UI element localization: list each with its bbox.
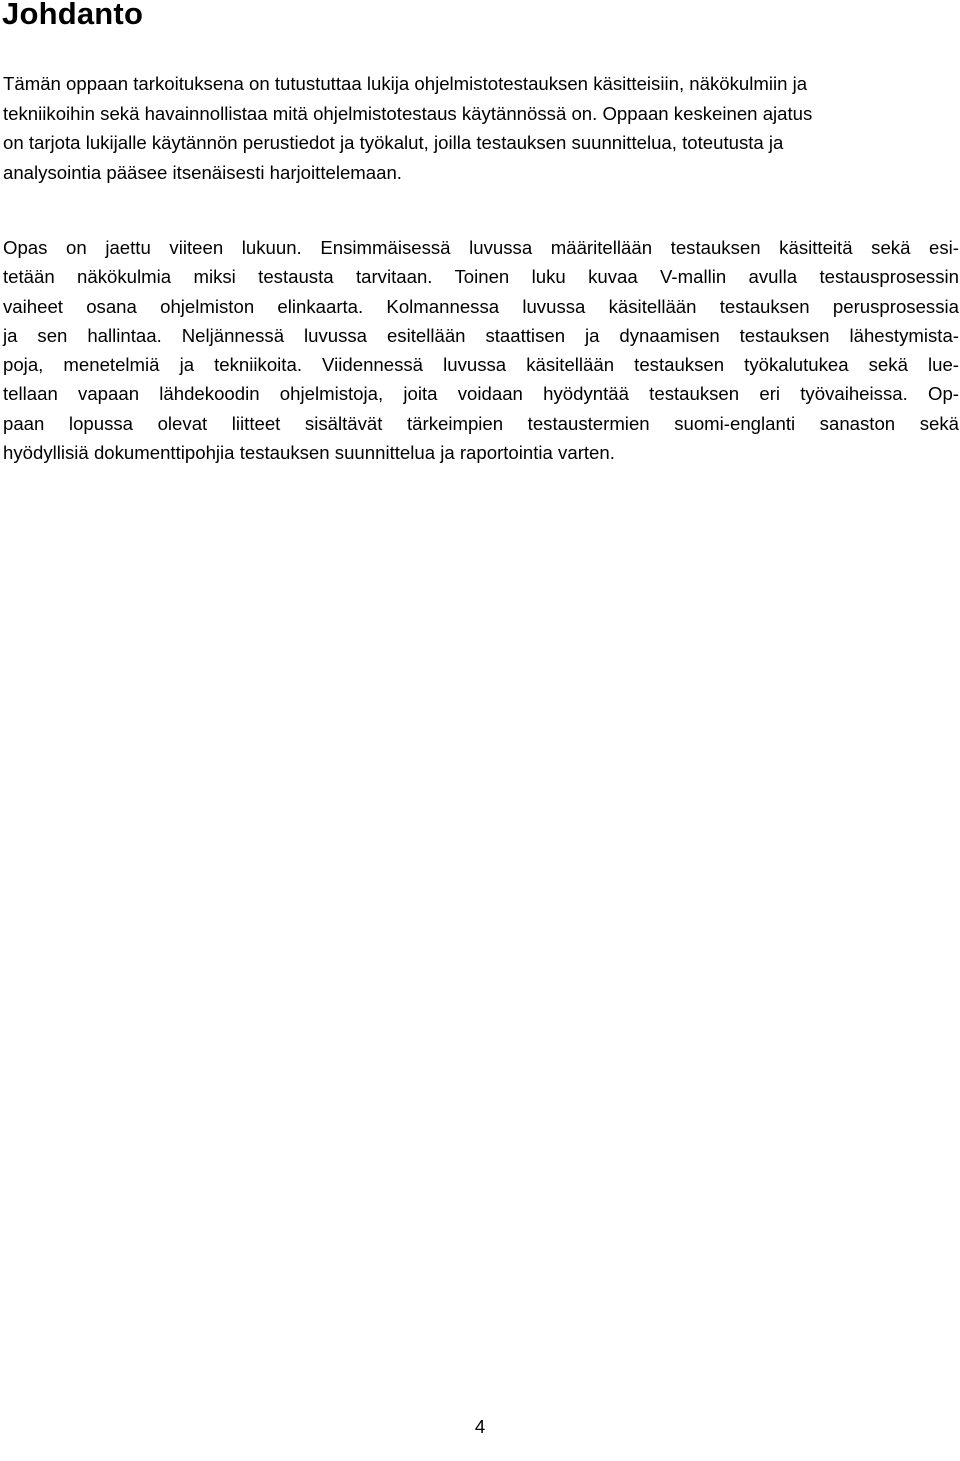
paragraph-line: tekniikoihin sekä havainnollistaa mitä ohjelmistotestaus käytännössä on. Oppaan keskeinen ajatus <box>3 102 813 124</box>
paragraph-line: Opas on jaettu viiteen lukuun. Ensimmäisessä luvussa määritellään testauksen käsitteitä sekä esi- <box>3 237 959 258</box>
paragraph-line: Tämän oppaan tarkoituksena on tutustuttaa lukija ohjelmistotestauksen käsitteisiin, näkökulmiin ja <box>3 73 808 94</box>
chapters-paragraph <box>3 233 959 467</box>
paragraph-line: vaiheet osana ohjelmiston elinkaarta. Kolmannessa luvussa käsitellään testauksen perusprosessia <box>3 295 959 317</box>
paragraph-line: poja, menetelmiä ja tekniikoita. Viidennessä luvussa käsitellään testauksen työkalutukea sekä lue- <box>3 354 959 376</box>
paragraph-line: hyödyllisiä dokumenttipohjia testauksen suunnittelua ja raportointia varten. <box>3 442 615 464</box>
page-number: 4 <box>474 1416 486 1437</box>
paragraph-line: ja sen hallintaa. Neljännessä luvussa esitellään staattisen ja dynaamisen testauksen lähestymista- <box>3 324 959 346</box>
page-title: Johdanto <box>2 0 144 31</box>
paragraph-line: paan lopussa olevat liitteet sisältävät tärkeimpien testaustermien suomi-englanti sanaston sekä <box>3 412 959 434</box>
paragraph-line: tetään näkökulmia miksi testausta tarvitaan. Toinen luku kuvaa V-mallin avulla testausprosessin <box>3 266 959 288</box>
intro-paragraph <box>3 69 959 187</box>
paragraph-line: tellaan vapaan lähdekoodin ohjelmistoja, joita voidaan hyödyntää testauksen eri työvaiheissa. Op- <box>3 383 959 405</box>
paragraph-line: on tarjota lukijalle käytännön perustiedot ja työkalut, joilla testauksen suunnittelua, toteutusta ja <box>3 132 784 154</box>
paragraph-line: analysointia pääsee itsenäisesti harjoittelemaan. <box>3 161 402 183</box>
